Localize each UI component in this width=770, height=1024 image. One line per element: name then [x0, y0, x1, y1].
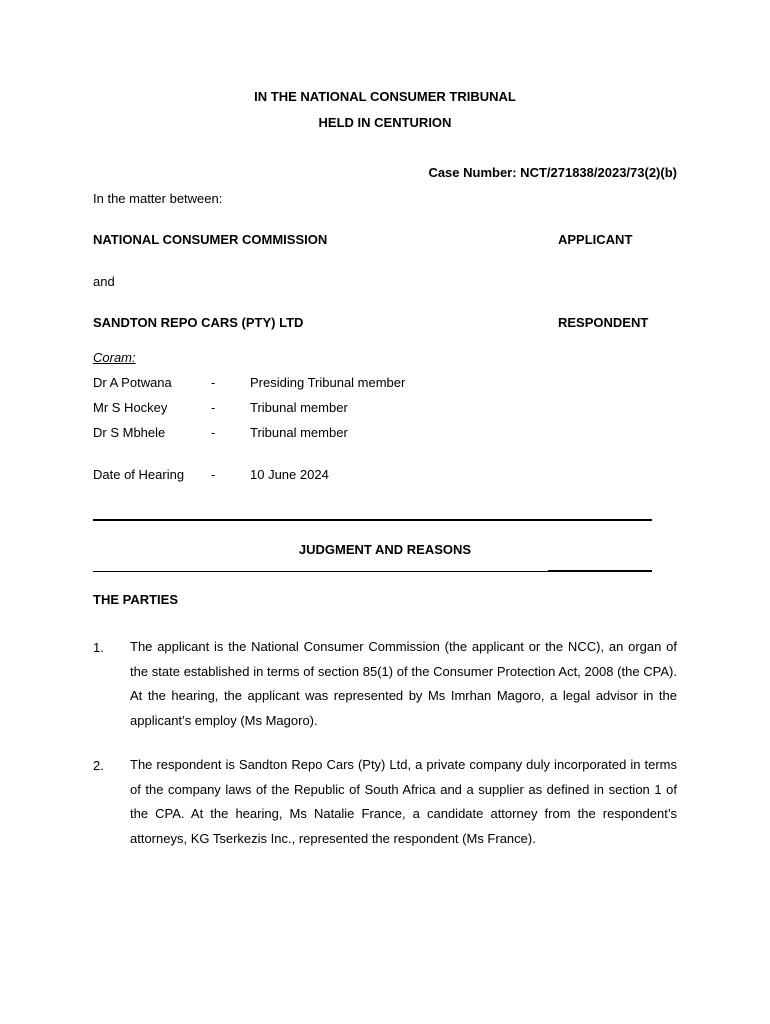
coram-member-role: Tribunal member: [250, 400, 348, 415]
divider-bottom: [93, 571, 548, 572]
coram-member-role: Tribunal member: [250, 425, 348, 440]
respondent-role: RESPONDENT: [558, 315, 649, 330]
applicant-role: APPLICANT: [558, 232, 633, 247]
section-title-parties: THE PARTIES: [93, 592, 178, 607]
hearing-dash: -: [211, 467, 216, 482]
coram-member-role: Presiding Tribunal member: [250, 375, 406, 390]
paragraph-text: The respondent is Sandton Repo Cars (Pty) Ltd, a private company duly incorporated in terms of the company laws of the Republic of South Africa and a supplier as defined in section 1 of the CPA. At the hearing, Ms Natalie France, a candidate attorney from the respondent’s attorneys, KG Tserkezis Inc., represented the respondent (Ms France).: [130, 757, 677, 846]
coram-member-name: Mr S Hockey: [93, 400, 168, 415]
hearing-date: 10 June 2024: [250, 467, 329, 482]
divider-bottom-thick: [548, 570, 652, 572]
case-number: Case Number: NCT/271838/2023/73(2)(b): [428, 165, 677, 180]
paragraph-number: 1.: [93, 640, 104, 655]
court-name: IN THE NATIONAL CONSUMER TRIBUNAL: [254, 89, 516, 104]
matter-intro: In the matter between:: [93, 191, 223, 206]
coram-member-name: Dr A Potwana: [93, 375, 172, 390]
applicant-name: NATIONAL CONSUMER COMMISSION: [93, 232, 328, 247]
hearing-label: Date of Hearing: [93, 467, 185, 482]
coram-member-dash: -: [211, 375, 216, 390]
judgment-title: JUDGMENT AND REASONS: [298, 542, 472, 557]
coram-label: Coram:: [93, 350, 136, 365]
coram-member-name: Dr S Mbhele: [93, 425, 166, 440]
coram-member-dash: -: [211, 425, 216, 440]
paragraph-text: The applicant is the National Consumer Commission (the applicant or the NCC), an organ of the state established in terms of section 85(1) of the Consumer Protection Act, 2008 (the CPA). At the hearing, the applicant was represented by Ms Imrhan Magoro, a legal advisor in the applicant’s employ (Ms Magoro).: [130, 639, 677, 728]
divider-top: [93, 519, 652, 521]
conjunction-and: and: [93, 274, 115, 289]
court-location: HELD IN CENTURION: [318, 115, 452, 130]
coram-member-dash: -: [211, 400, 216, 415]
paragraph-number: 2.: [93, 758, 104, 773]
respondent-name: SANDTON REPO CARS (PTY) LTD: [93, 315, 304, 330]
